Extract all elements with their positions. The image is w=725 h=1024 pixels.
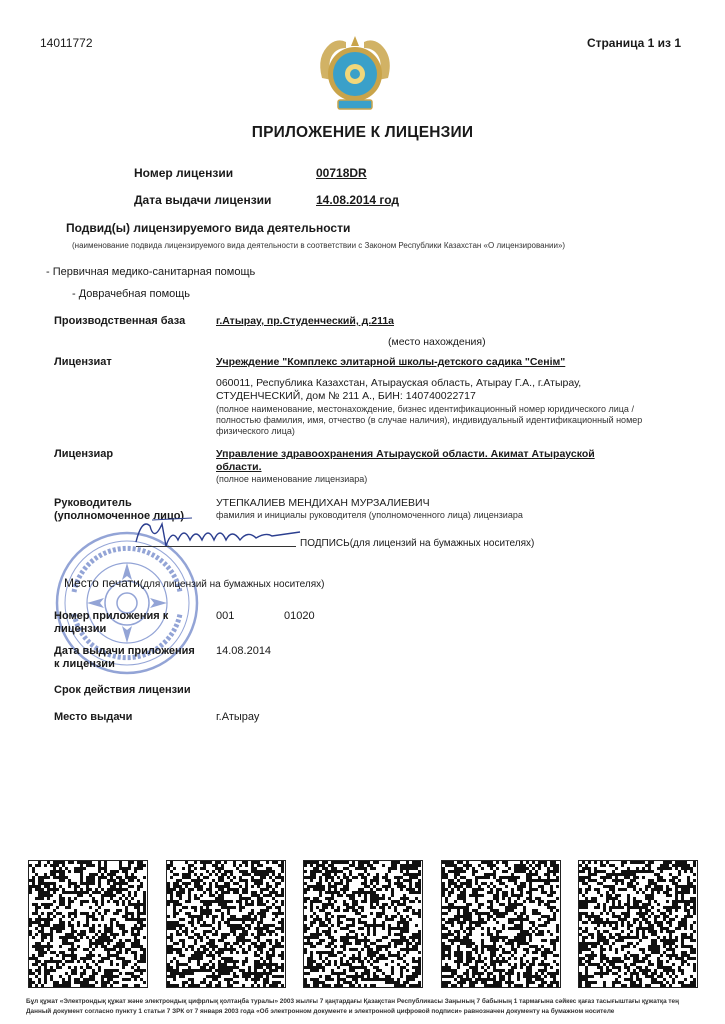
barcode-block (166, 860, 286, 988)
page-title: ПРИЛОЖЕНИЕ К ЛИЦЕНЗИИ (251, 124, 474, 141)
appendix-number-part2: 01020 (284, 610, 315, 622)
footer-line-ru: Данный документ согласно пункту 1 статьи 7 ЗРК от 7 января 2003 года «Об электронном документе и электронной цифровой подписи» равнозначен документу на бумажном носителе (26, 1008, 615, 1015)
license-issue-date-value: 14.08.2014 год (316, 193, 400, 207)
license-number-value: 00718DR (316, 166, 367, 180)
license-number-label: Номер лицензии (134, 166, 234, 180)
license-issue-date-label: Дата выдачи лицензии (134, 193, 272, 207)
licensee-address-line2: СТУДЕНЧЕСКИЙ, дом № 211 А., БИН: 140740022717 (216, 390, 476, 402)
barcode-block (578, 860, 698, 988)
barcode-block (441, 860, 561, 988)
barcode-block (28, 860, 148, 988)
head-label-line2: (уполномоченное лицо) (54, 510, 185, 522)
licensee-label: Лицензиат (54, 356, 112, 368)
stamp-note: (для лицензий на бумажных носителях) (139, 579, 325, 590)
licensee-name: Учреждение "Комплекс элитарной школы-детского садика "Сенім" (216, 356, 566, 368)
subtype-item-1: Первичная медико-санитарная помощь (52, 266, 256, 278)
place-of-issue-value: г.Атырау (216, 711, 260, 723)
head-label-line1: Руководитель (54, 497, 132, 509)
signature-note: (для лицензий на бумажных носителях) (349, 538, 535, 549)
appendix-date-label-line1: Дата выдачи приложения (54, 645, 195, 657)
licensor-label: Лицензиар (54, 448, 114, 460)
validity-label: Срок действия лицензии (54, 684, 191, 696)
signature-label: ПОДПИСЬ (300, 538, 350, 549)
head-name: УТЕПКАЛИЕВ МЕНДИХАН МУРЗАЛИЕВИЧ (216, 497, 430, 509)
licensee-note: (полное наименование, местонахождение, бизнес идентификационный номер юридического лица / полностью фамилия, имя, отчество (в случае наличия), индивидуальный идентификационный номер физического лица) (216, 404, 643, 436)
licensor-name-line2: области. (216, 461, 262, 473)
appendix-number-part1: 001 (216, 610, 235, 622)
state-emblem-icon (316, 34, 394, 114)
document-number: 14011772 (40, 36, 93, 50)
production-base-note: (место нахождения) (388, 336, 486, 348)
production-base-label: Производственная база (54, 315, 186, 327)
licensor-note: (полное наименование лицензиара) (216, 474, 368, 484)
stamp-label: Место печати (64, 576, 140, 590)
footer-line-kz: Бұл құжат «Электрондық құжат және электрондық цифрлық қолтаңба туралы» 2003 жылғы 7 қаңтардағы Қазақстан Республикасы Заңының 7 бабының 1 тармағына сәйкес қағаз тасығыштағы құжатқа тең (26, 998, 679, 1005)
signature-line (136, 546, 296, 547)
place-of-issue-label: Место выдачи (54, 711, 133, 723)
appendix-number-label-line2: лицензии (54, 623, 107, 635)
appendix-number-label-line1: Номер приложения к (54, 610, 169, 622)
head-note: фамилия и инициалы руководителя (уполномоченного лица) лицензиара (216, 510, 523, 520)
signature-caption (300, 538, 534, 549)
subtypes-heading: Подвид(ы) лицензируемого вида деятельности (66, 221, 351, 235)
subtype-item-2: Доврачебная помощь (78, 288, 191, 300)
barcode-block (303, 860, 423, 988)
subtypes-note: (наименование подвида лицензируемого вида деятельности в соответствии с Законом Республики Казахстан «О лицензировании») (72, 241, 566, 250)
production-base-value: г.Атырау, пр.Студенческий, д.211а (216, 315, 395, 327)
appendix-date-label-line2: к лицензии (54, 658, 115, 670)
licensee-address-line1: 060011, Республика Казахстан, Атырауская область, Атырау Г.А., г.Атырау, (216, 377, 582, 389)
page-indicator: Страница 1 из 1 (586, 36, 681, 50)
licensor-name-line1: Управление здравоохранения Атырауской области. Акимат Атырауской (216, 448, 595, 460)
appendix-date-value: 14.08.2014 (216, 645, 272, 657)
stamp-caption (64, 576, 324, 590)
list-item: - Первичная медико-санитарная помощь (46, 266, 256, 278)
signature-icon (132, 512, 302, 554)
list-item: - Доврачебная помощь (72, 288, 191, 300)
